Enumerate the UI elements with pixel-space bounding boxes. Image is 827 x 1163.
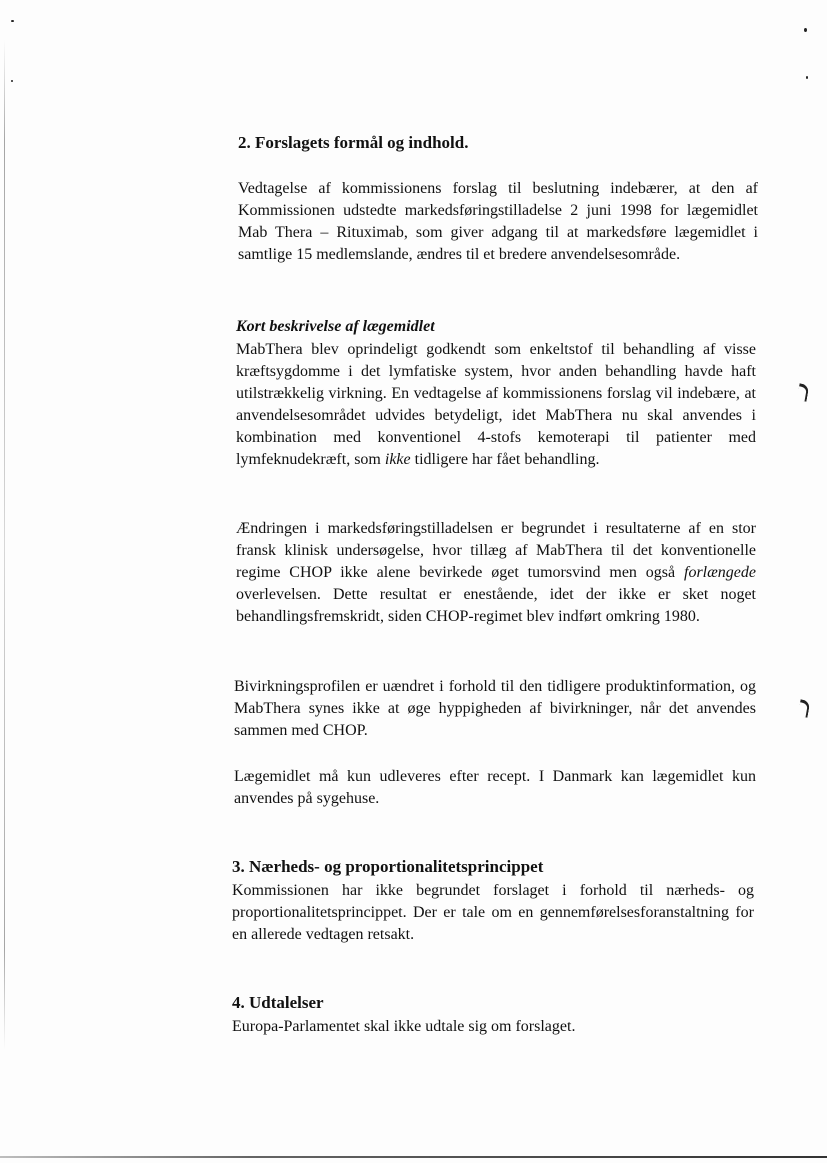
section-4-body: Europa-Parlamentet skal ikke udtale sig om forslaget.: [232, 1018, 576, 1035]
section-2-paragraph-3: Bivirkningsprofilen er uændret i forhold til den tidligere produktinformation, og MabThera synes ikke at øge hyppigheden af bivirkninger, når det anvendes sammen med CHOP.: [234, 678, 756, 739]
scan-speck: [11, 20, 14, 22]
section-2-intro: Vedtagelse af kommissionens forslag til beslutning indebærer, at den af Kommissionen udstedte markedsføringstilladelse 2 juni 1998 for lægemidlet Mab Thera – Rituximab, som giver adgang til at markedsføre lægemidlet i samtlige 15 medlemslande, ændres til et bredere anvendelsesområde.: [238, 180, 758, 263]
section-2-paragraph-2: [236, 518, 756, 628]
section-2-paragraph-1-emphasis: ikke: [384, 451, 411, 468]
section-2-paragraph-4: Lægemidlet må kun udleveres efter recept. I Danmark kan lægemidlet kun anvendes på sygehuse.: [234, 768, 756, 807]
scan-edge-bottom: [0, 1156, 827, 1158]
section-3-heading: 3. Nærheds- og proportionalitetsprincippet: [232, 857, 544, 876]
scan-edge-left: [4, 40, 5, 1050]
section-2-subheading: Kort beskrivelse af lægemidlet: [236, 318, 435, 335]
section-2-paragraph-2-text-b: overlevelsen. Dette resultat er enestående, idet der ikke er sket noget behandlingsfremskridt, siden CHOP-regimet blev indført omkring 1980.: [236, 586, 756, 625]
section-2-heading: 2. Forslagets formål og indhold.: [238, 133, 469, 152]
margin-mark: [798, 699, 811, 717]
scan-speck: [806, 76, 808, 79]
section-2-paragraph-2-emphasis: forlængede: [684, 564, 756, 581]
section-2-paragraph-2-text-a: Ændringen i markedsføringstilladelsen er begrundet i resultaterne af en stor fransk klinisk undersøgelse, hvor tillæg af MabThera til det konventionelle regime CHOP ikke alene bevirkede øget tumorsvind men også: [236, 520, 756, 581]
section-2-paragraph-1: [236, 339, 756, 471]
margin-mark: [797, 383, 810, 401]
section-4-heading: 4. Udtalelser: [232, 993, 324, 1012]
section-3-body: Kommissionen har ikke begrundet forslaget i forhold til nærheds- og proportionalitetsprincippet. Der er tale om en gennemførelsesforanstaltning for en allerede vedtagen retsakt.: [232, 882, 754, 943]
section-2-paragraph-1-text-a: MabThera blev oprindeligt godkendt som enkeltstof til behandling af visse kræftsygdomme i det lymfatiske system, hvor anden behandling havde haft utilstrækkelig virkning. En vedtagelse af kommissionens forslag vil indebære, at anvendelsesområdet udvides betydeligt, idet MabThera nu skal anvendes i kombination med konventionel 4-stofs kemoterapi til patienter med lymfeknudekræft, som: [236, 341, 756, 468]
section-2-paragraph-1-text-b: tidligere har fået behandling.: [410, 451, 600, 468]
scan-speck: [804, 28, 807, 32]
scan-speck: [11, 80, 13, 82]
